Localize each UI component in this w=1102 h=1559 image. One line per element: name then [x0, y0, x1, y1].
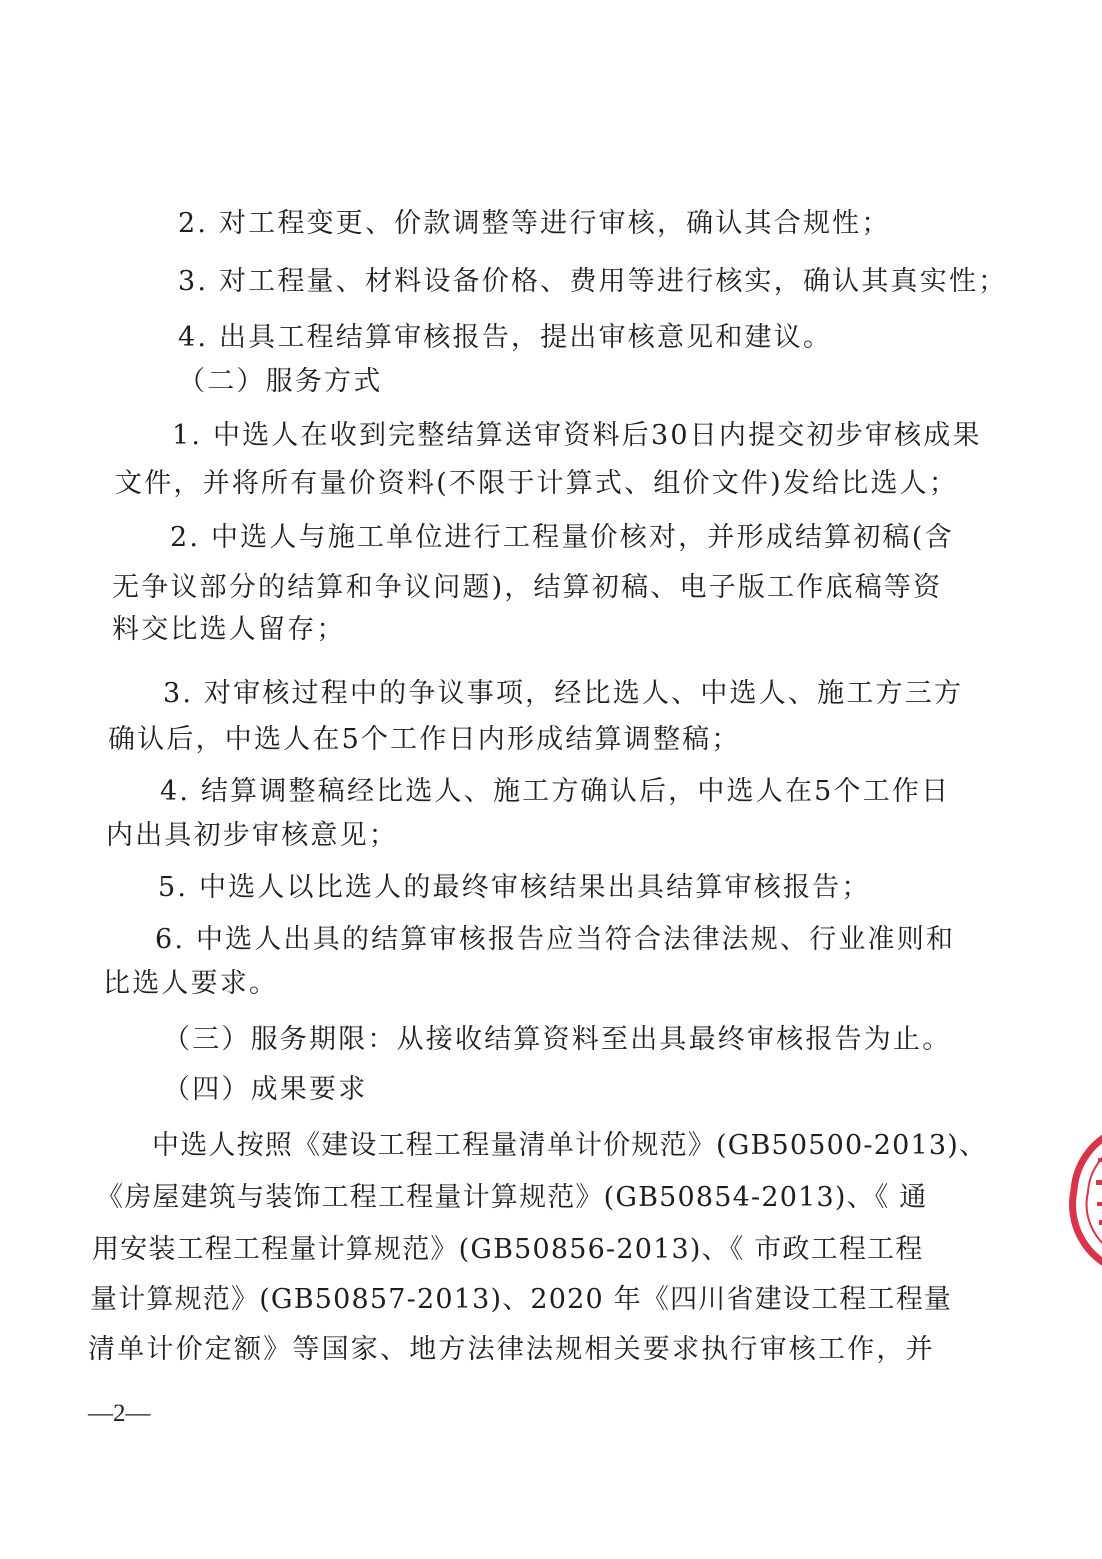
- text-line: 2. 中选人与施工单位进行工程量价核对，并形成结算初稿(含: [170, 522, 954, 553]
- text-line: 3. 对工程量、材料设备价格、费用等进行核实，确认其真实性；: [178, 266, 1008, 297]
- text-line: 用安装工程工程量计算规范》(GB50856-2013)、《 市政工程工程: [92, 1234, 924, 1265]
- text-line: 量计算规范》(GB50857-2013)、2020 年《四川省建设工程工程量: [90, 1284, 953, 1315]
- text-line: 《房屋建筑与装饰工程工程量计算规范》(GB50854-2013)、《 通: [96, 1182, 928, 1213]
- text-line: 6. 中选人出具的结算审核报告应当符合法律法规、行业准则和: [155, 924, 956, 955]
- text-line: 5. 中选人以比选人的最终审核结果出具结算审核报告；: [158, 872, 871, 903]
- text-line: 文件，并将所有量价资料(不限于计算式、组价文件)发给比选人；: [115, 468, 959, 499]
- text-line: 中选人按照《建设工程工程量清单计价规范》(GB50500-2013)、: [152, 1130, 988, 1161]
- text-line: 料交比选人留存；: [112, 614, 346, 645]
- red-seal-stamp: [1052, 1120, 1102, 1280]
- text-line: 1. 中选人在收到完整结算送审资料后30日内提交初步审核成果: [172, 420, 982, 451]
- text-line: 清单计价定额》等国家、地方法律法规相关要求执行审核工作，并: [88, 1334, 935, 1365]
- section-heading: （四）成果要求: [163, 1074, 368, 1105]
- section-heading: （三）服务期限：从接收结算资料至出具最终审核报告为止。: [163, 1024, 952, 1055]
- text-line: 无争议部分的结算和争议问题)，结算初稿、电子版工作底稿等资: [112, 572, 943, 603]
- page-number: —2—: [88, 1400, 151, 1427]
- text-line: 2. 对工程变更、价款调整等进行审核，确认其合规性；: [178, 208, 891, 239]
- text-line: 比选人要求。: [103, 968, 279, 999]
- text-line: 内出具初步审核意见；: [106, 820, 398, 851]
- text-line: 确认后，中选人在5个工作日内形成结算调整稿；: [108, 724, 741, 755]
- section-heading: （二）服务方式: [178, 366, 383, 397]
- text-line: 3. 对审核过程中的争议事项，经比选人、中选人、施工方三方: [163, 678, 964, 709]
- text-line: 4. 出具工程结算审核报告，提出审核意见和建议。: [178, 322, 833, 353]
- text-line: 4. 结算调整稿经比选人、施工方确认后，中选人在5个工作日: [160, 776, 951, 807]
